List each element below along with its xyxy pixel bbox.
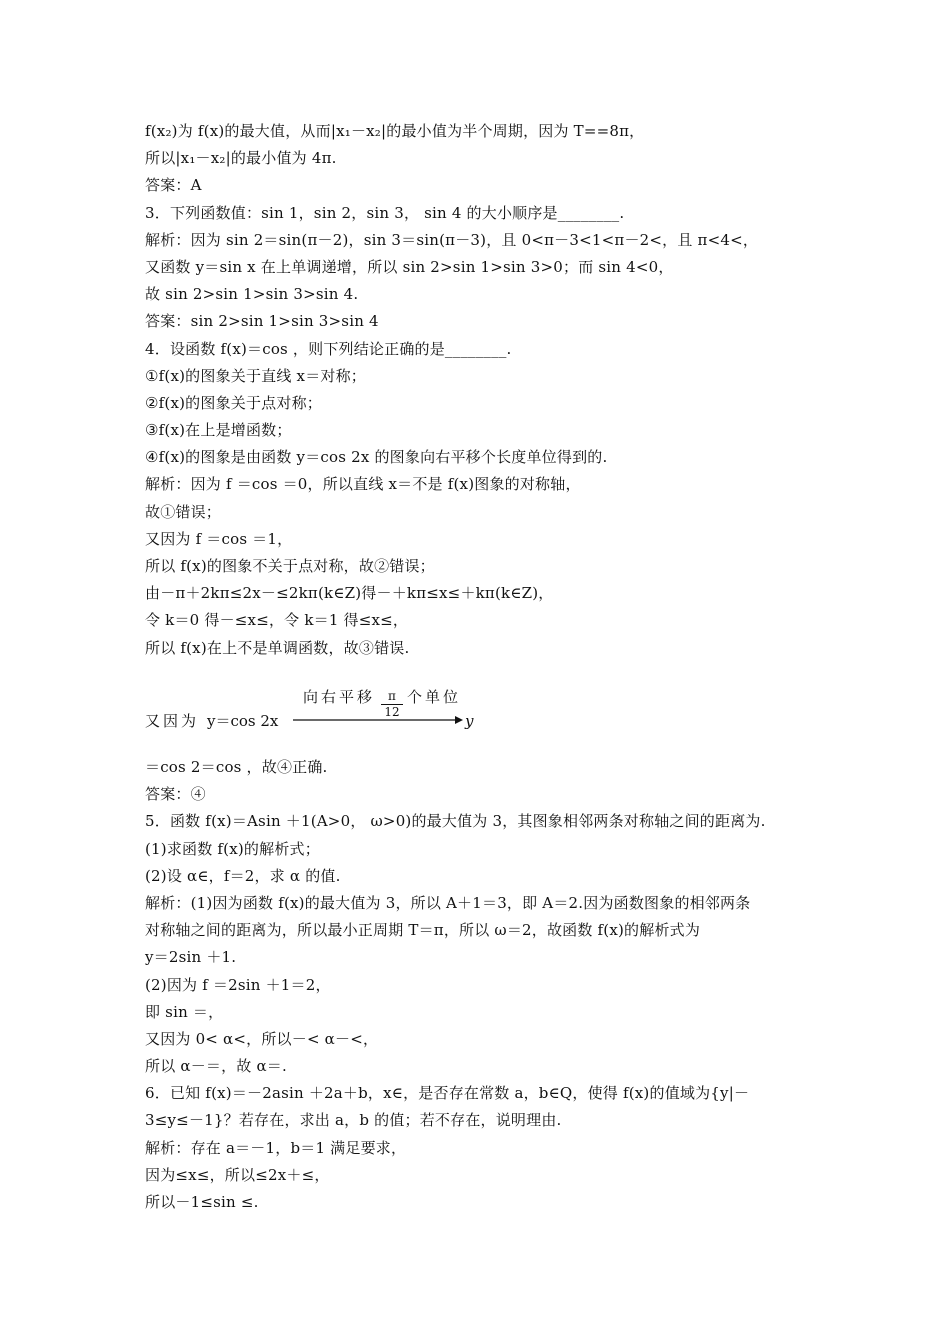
text-line: (2)因为 f ＝2sin ＋1＝2， (145, 975, 331, 994)
text-line: 即 sin ＝， (145, 1002, 224, 1021)
figure-source-expression: y＝cos 2x (207, 712, 279, 730)
text-line: ＝cos 2＝cos ，故④正确. (145, 758, 328, 776)
text-line: 解析：因为 f ＝cos ＝0，所以直线 x＝不是 f(x)图象的对称轴， (145, 475, 581, 494)
text-line: (2)设 α∈，f＝2，求 α 的值. (145, 866, 341, 885)
text-line: 令 k＝0 得－≤x≤，令 k＝1 得≤x≤， (145, 611, 409, 630)
text-line: 所以 f(x)在上不是单调函数，故③错误. (145, 638, 410, 657)
text-line: 所以 α－＝，故 α＝. (145, 1057, 287, 1076)
text-line: 3≤y≤－1}？若存在，求出 a，b 的值；若不存在，说明理由. (145, 1111, 562, 1130)
text-line: ④f(x)的图象是由函数 y＝cos 2x 的图象向右平移个长度单位得到的. (145, 448, 608, 467)
text-block-upper (145, 118, 825, 662)
text-line: 对称轴之间的距离为，所以最小正周期 T＝π，所以 ω＝2，故函数 f(x)的解析式为 (145, 921, 701, 940)
text-line: 5．函数 f(x)＝Asin ＋1(A>0， ω>0)的最大值为 3，其图象相邻两条对称轴之间的距离为. (145, 812, 766, 831)
right-arrow-icon (293, 712, 463, 726)
text-line: 答案：④ (145, 785, 206, 804)
text-line: 所以|x₁－x₂|的最小值为 4π. (145, 149, 337, 168)
text-line: 解析：因为 sin 2＝sin(π－2)，sin 3＝sin(π－3)，且 0<π－3<1<π－2<，且 π<4<， (145, 230, 759, 249)
text-line: ②f(x)的图象关于点对称； (145, 393, 322, 412)
transformation-arrow-figure (145, 684, 565, 734)
fraction-numerator: π (388, 689, 396, 703)
text-line: 解析：存在 a＝－1，b＝1 满足要求， (145, 1138, 407, 1157)
text-line: 又因为 f ＝cos ＝1， (145, 529, 293, 548)
arrow-label-after: 个单位 (407, 688, 462, 706)
text-line: 因为≤x≤，所以≤2x＋≤， (145, 1165, 330, 1184)
text-line: 4．设函数 f(x)＝cos ，则下列结论正确的是________. (145, 339, 512, 358)
text-line: ③f(x)在上是增函数； (145, 421, 292, 440)
text-line: 又函数 y＝sin x 在上单调递增，所以 sin 2>sin 1>sin 3>0；而 sin 4<0， (145, 257, 674, 276)
text-line: 由－π＋2kπ≤2x－≤2kπ(k∈Z)得－＋kπ≤x≤＋kπ(k∈Z)， (145, 584, 554, 603)
text-line: 又因为 0< α<，所以－< α－<， (145, 1029, 379, 1048)
text-line: 答案：sin 2>sin 1>sin 3>sin 4 (145, 312, 379, 331)
text-line: 3．下列函数值：sin 1，sin 2，sin 3， sin 4 的大小顺序是________. (145, 203, 625, 222)
text-line: f(x₂)为 f(x)的最大值，从而|x₁－x₂|的最小值为半个周期，因为 T==8π， (145, 122, 645, 140)
text-block-lower (145, 754, 825, 1216)
text-line: (1)求函数 f(x)的解析式； (145, 839, 320, 858)
figure-lead-text: 又因为 (145, 712, 200, 730)
arrow-label-before: 向右平移 (303, 688, 376, 706)
text-line: 所以－1≤sin ≤. (145, 1193, 259, 1211)
text-line: 故①错误； (145, 502, 222, 521)
text-line: 所以 f(x)的图象不关于点对称，故②错误； (145, 557, 435, 575)
text-line: ①f(x)的图象关于直线 x＝对称； (145, 366, 366, 385)
figure-target-expression: y (465, 712, 474, 730)
fraction-denominator: 12 (384, 705, 400, 719)
text-line: 故 sin 2>sin 1>sin 3>sin 4. (145, 285, 359, 304)
text-line: y＝2sin ＋1. (145, 948, 237, 967)
text-line: 答案：A (145, 176, 202, 195)
text-line: 6．已知 f(x)＝－2asin ＋2a＋b，x∈，是否存在常数 a，b∈Q，使得 f(x)的值域为{y|－ (145, 1084, 750, 1103)
text-line: 解析：(1)因为函数 f(x)的最大值为 3，所以 A＋1＝3，即 A＝2.因为函数图象的相邻两条 (145, 893, 751, 912)
